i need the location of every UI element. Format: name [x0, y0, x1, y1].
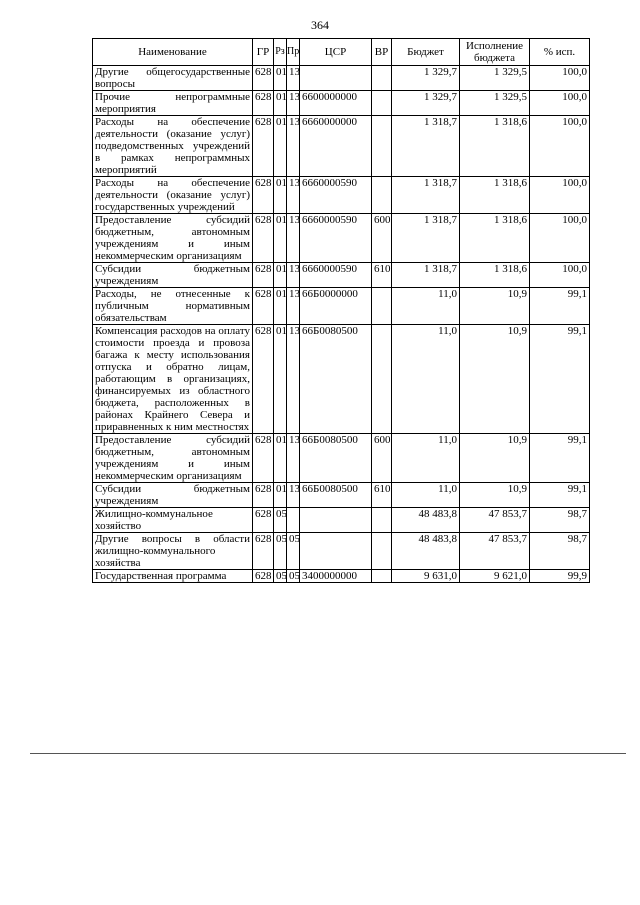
- row-execution: 9 621,0: [460, 570, 530, 583]
- row-rz: 01: [274, 483, 287, 508]
- row-pr: 13: [287, 177, 300, 214]
- row-vr: [372, 325, 392, 434]
- row-gr: 628: [253, 288, 274, 325]
- row-execution: 1 318,6: [460, 177, 530, 214]
- header-pr: Пр: [287, 39, 300, 66]
- row-pr: 05: [287, 570, 300, 583]
- header-gr: ГР: [253, 39, 274, 66]
- table-row: [93, 263, 590, 288]
- row-execution: 10,9: [460, 483, 530, 508]
- row-budget: 48 483,8: [392, 508, 460, 533]
- row-pr: 05: [287, 533, 300, 570]
- row-name: Расходы на обеспечение деятельности (оказание услуг) государственных учреждений: [93, 177, 253, 214]
- row-percent: 100,0: [530, 116, 590, 177]
- row-budget: 1 318,7: [392, 116, 460, 177]
- row-percent: 99,9: [530, 570, 590, 583]
- row-execution: 1 318,6: [460, 263, 530, 288]
- row-gr: 628: [253, 325, 274, 434]
- row-gr: 628: [253, 508, 274, 533]
- table-row: [93, 177, 590, 214]
- row-gr: 628: [253, 483, 274, 508]
- row-csr: 66Б0080500: [300, 325, 372, 434]
- row-budget: 11,0: [392, 325, 460, 434]
- row-name: Расходы на обеспечение деятельности (оказание услуг) подведомственных учреждений в рамках непрограммных мероприятий: [93, 116, 253, 177]
- row-execution: 47 853,7: [460, 533, 530, 570]
- header-rz: Рз: [274, 39, 287, 66]
- row-name: Другие общегосударственные вопросы: [93, 66, 253, 91]
- row-rz: 01: [274, 214, 287, 263]
- row-csr: [300, 66, 372, 91]
- row-pr: 13: [287, 66, 300, 91]
- table-row: [93, 508, 590, 533]
- row-gr: 628: [253, 533, 274, 570]
- row-vr: [372, 177, 392, 214]
- row-execution: 10,9: [460, 288, 530, 325]
- row-execution: 47 853,7: [460, 508, 530, 533]
- row-name: Государственная программа: [93, 570, 253, 583]
- table-row: [93, 91, 590, 116]
- row-csr: [300, 508, 372, 533]
- row-name: Субсидии бюджетным учреждениям: [93, 483, 253, 508]
- row-percent: 99,1: [530, 434, 590, 483]
- row-gr: 628: [253, 116, 274, 177]
- row-name: Субсидии бюджетным учреждениям: [93, 263, 253, 288]
- row-name: Другие вопросы в области жилищно-коммунального хозяйства: [93, 533, 253, 570]
- row-gr: 628: [253, 91, 274, 116]
- row-csr: 6660000590: [300, 177, 372, 214]
- row-rz: 05: [274, 533, 287, 570]
- row-gr: 628: [253, 263, 274, 288]
- row-gr: 628: [253, 177, 274, 214]
- page-divider: [30, 753, 626, 754]
- header-name: Наименование: [93, 39, 253, 66]
- row-execution: 1 329,5: [460, 66, 530, 91]
- row-pr: [287, 508, 300, 533]
- row-gr: 628: [253, 66, 274, 91]
- row-vr: [372, 288, 392, 325]
- row-budget: 1 318,7: [392, 177, 460, 214]
- row-gr: 628: [253, 434, 274, 483]
- row-vr: [372, 116, 392, 177]
- table-row: [93, 116, 590, 177]
- row-rz: 01: [274, 91, 287, 116]
- row-percent: 100,0: [530, 263, 590, 288]
- row-pr: 13: [287, 214, 300, 263]
- row-pr: 13: [287, 116, 300, 177]
- row-pr: 13: [287, 263, 300, 288]
- row-name: Расходы, не отнесенные к публичным нормативным обязательствам: [93, 288, 253, 325]
- row-csr: 66Б0080500: [300, 483, 372, 508]
- row-vr: [372, 533, 392, 570]
- table-row: [93, 214, 590, 263]
- row-execution: 1 329,5: [460, 91, 530, 116]
- row-csr: 66Б0000000: [300, 288, 372, 325]
- row-rz: 01: [274, 177, 287, 214]
- row-csr: 6660000590: [300, 263, 372, 288]
- row-rz: 05: [274, 570, 287, 583]
- table-row: [93, 483, 590, 508]
- row-name: Компенсация расходов на оплату стоимости проезда и провоза багажа к месту использования отпуска и обратно лицам, работающим в организациях, финансируемых из областного бюджета, расположенных в районах Крайнего Севера и приравненных к ним местностях: [93, 325, 253, 434]
- row-execution: 10,9: [460, 325, 530, 434]
- page-number: 364: [311, 18, 329, 32]
- row-name: Предоставление субсидий бюджетным, автономным учреждениям и иным некоммерческим организациям: [93, 434, 253, 483]
- row-pr: 13: [287, 483, 300, 508]
- row-vr: 610: [372, 483, 392, 508]
- row-rz: 01: [274, 288, 287, 325]
- row-vr: 610: [372, 263, 392, 288]
- row-rz: 01: [274, 116, 287, 177]
- row-percent: 100,0: [530, 177, 590, 214]
- row-budget: 48 483,8: [392, 533, 460, 570]
- header-budget: Бюджет: [392, 39, 460, 66]
- row-csr: 66Б0080500: [300, 434, 372, 483]
- row-percent: 98,7: [530, 533, 590, 570]
- row-rz: 01: [274, 434, 287, 483]
- row-budget: 1 329,7: [392, 66, 460, 91]
- row-csr: 3400000000: [300, 570, 372, 583]
- header-execution: Исполнение бюджета: [460, 39, 530, 66]
- row-rz: 01: [274, 66, 287, 91]
- row-vr: 600: [372, 214, 392, 263]
- table-header-row: [93, 39, 590, 66]
- row-budget: 1 318,7: [392, 214, 460, 263]
- row-vr: [372, 66, 392, 91]
- row-gr: 628: [253, 214, 274, 263]
- header-csr: ЦСР: [300, 39, 372, 66]
- row-name: Предоставление субсидий бюджетным, автономным учреждениям и иным некоммерческим организациям: [93, 214, 253, 263]
- row-name: Жилищно-коммунальное хозяйство: [93, 508, 253, 533]
- row-execution: 1 318,6: [460, 116, 530, 177]
- row-execution: 1 318,6: [460, 214, 530, 263]
- row-gr: 628: [253, 570, 274, 583]
- row-csr: 6660000000: [300, 116, 372, 177]
- row-percent: 100,0: [530, 214, 590, 263]
- budget-table: [92, 38, 590, 583]
- header-percent: % исп.: [530, 39, 590, 66]
- row-budget: 9 631,0: [392, 570, 460, 583]
- row-percent: 99,1: [530, 288, 590, 325]
- table-row: [93, 66, 590, 91]
- row-budget: 11,0: [392, 288, 460, 325]
- row-percent: 100,0: [530, 66, 590, 91]
- row-pr: 13: [287, 91, 300, 116]
- row-pr: 13: [287, 288, 300, 325]
- row-csr: 6600000000: [300, 91, 372, 116]
- row-budget: 11,0: [392, 483, 460, 508]
- row-rz: 01: [274, 325, 287, 434]
- row-percent: 98,7: [530, 508, 590, 533]
- row-rz: 05: [274, 508, 287, 533]
- row-vr: [372, 508, 392, 533]
- row-rz: 01: [274, 263, 287, 288]
- row-budget: 1 329,7: [392, 91, 460, 116]
- row-vr: 600: [372, 434, 392, 483]
- table-row: [93, 288, 590, 325]
- header-vr: ВР: [372, 39, 392, 66]
- row-percent: 99,1: [530, 325, 590, 434]
- table-row: [93, 434, 590, 483]
- row-budget: 11,0: [392, 434, 460, 483]
- row-vr: [372, 570, 392, 583]
- row-pr: 13: [287, 434, 300, 483]
- table-row: [93, 325, 590, 434]
- row-pr: 13: [287, 325, 300, 434]
- row-csr: [300, 533, 372, 570]
- row-name: Прочие непрограммные мероприятия: [93, 91, 253, 116]
- row-csr: 6660000590: [300, 214, 372, 263]
- row-vr: [372, 91, 392, 116]
- table-row: [93, 570, 590, 583]
- row-percent: 99,1: [530, 483, 590, 508]
- table-row: [93, 533, 590, 570]
- row-execution: 10,9: [460, 434, 530, 483]
- row-budget: 1 318,7: [392, 263, 460, 288]
- row-percent: 100,0: [530, 91, 590, 116]
